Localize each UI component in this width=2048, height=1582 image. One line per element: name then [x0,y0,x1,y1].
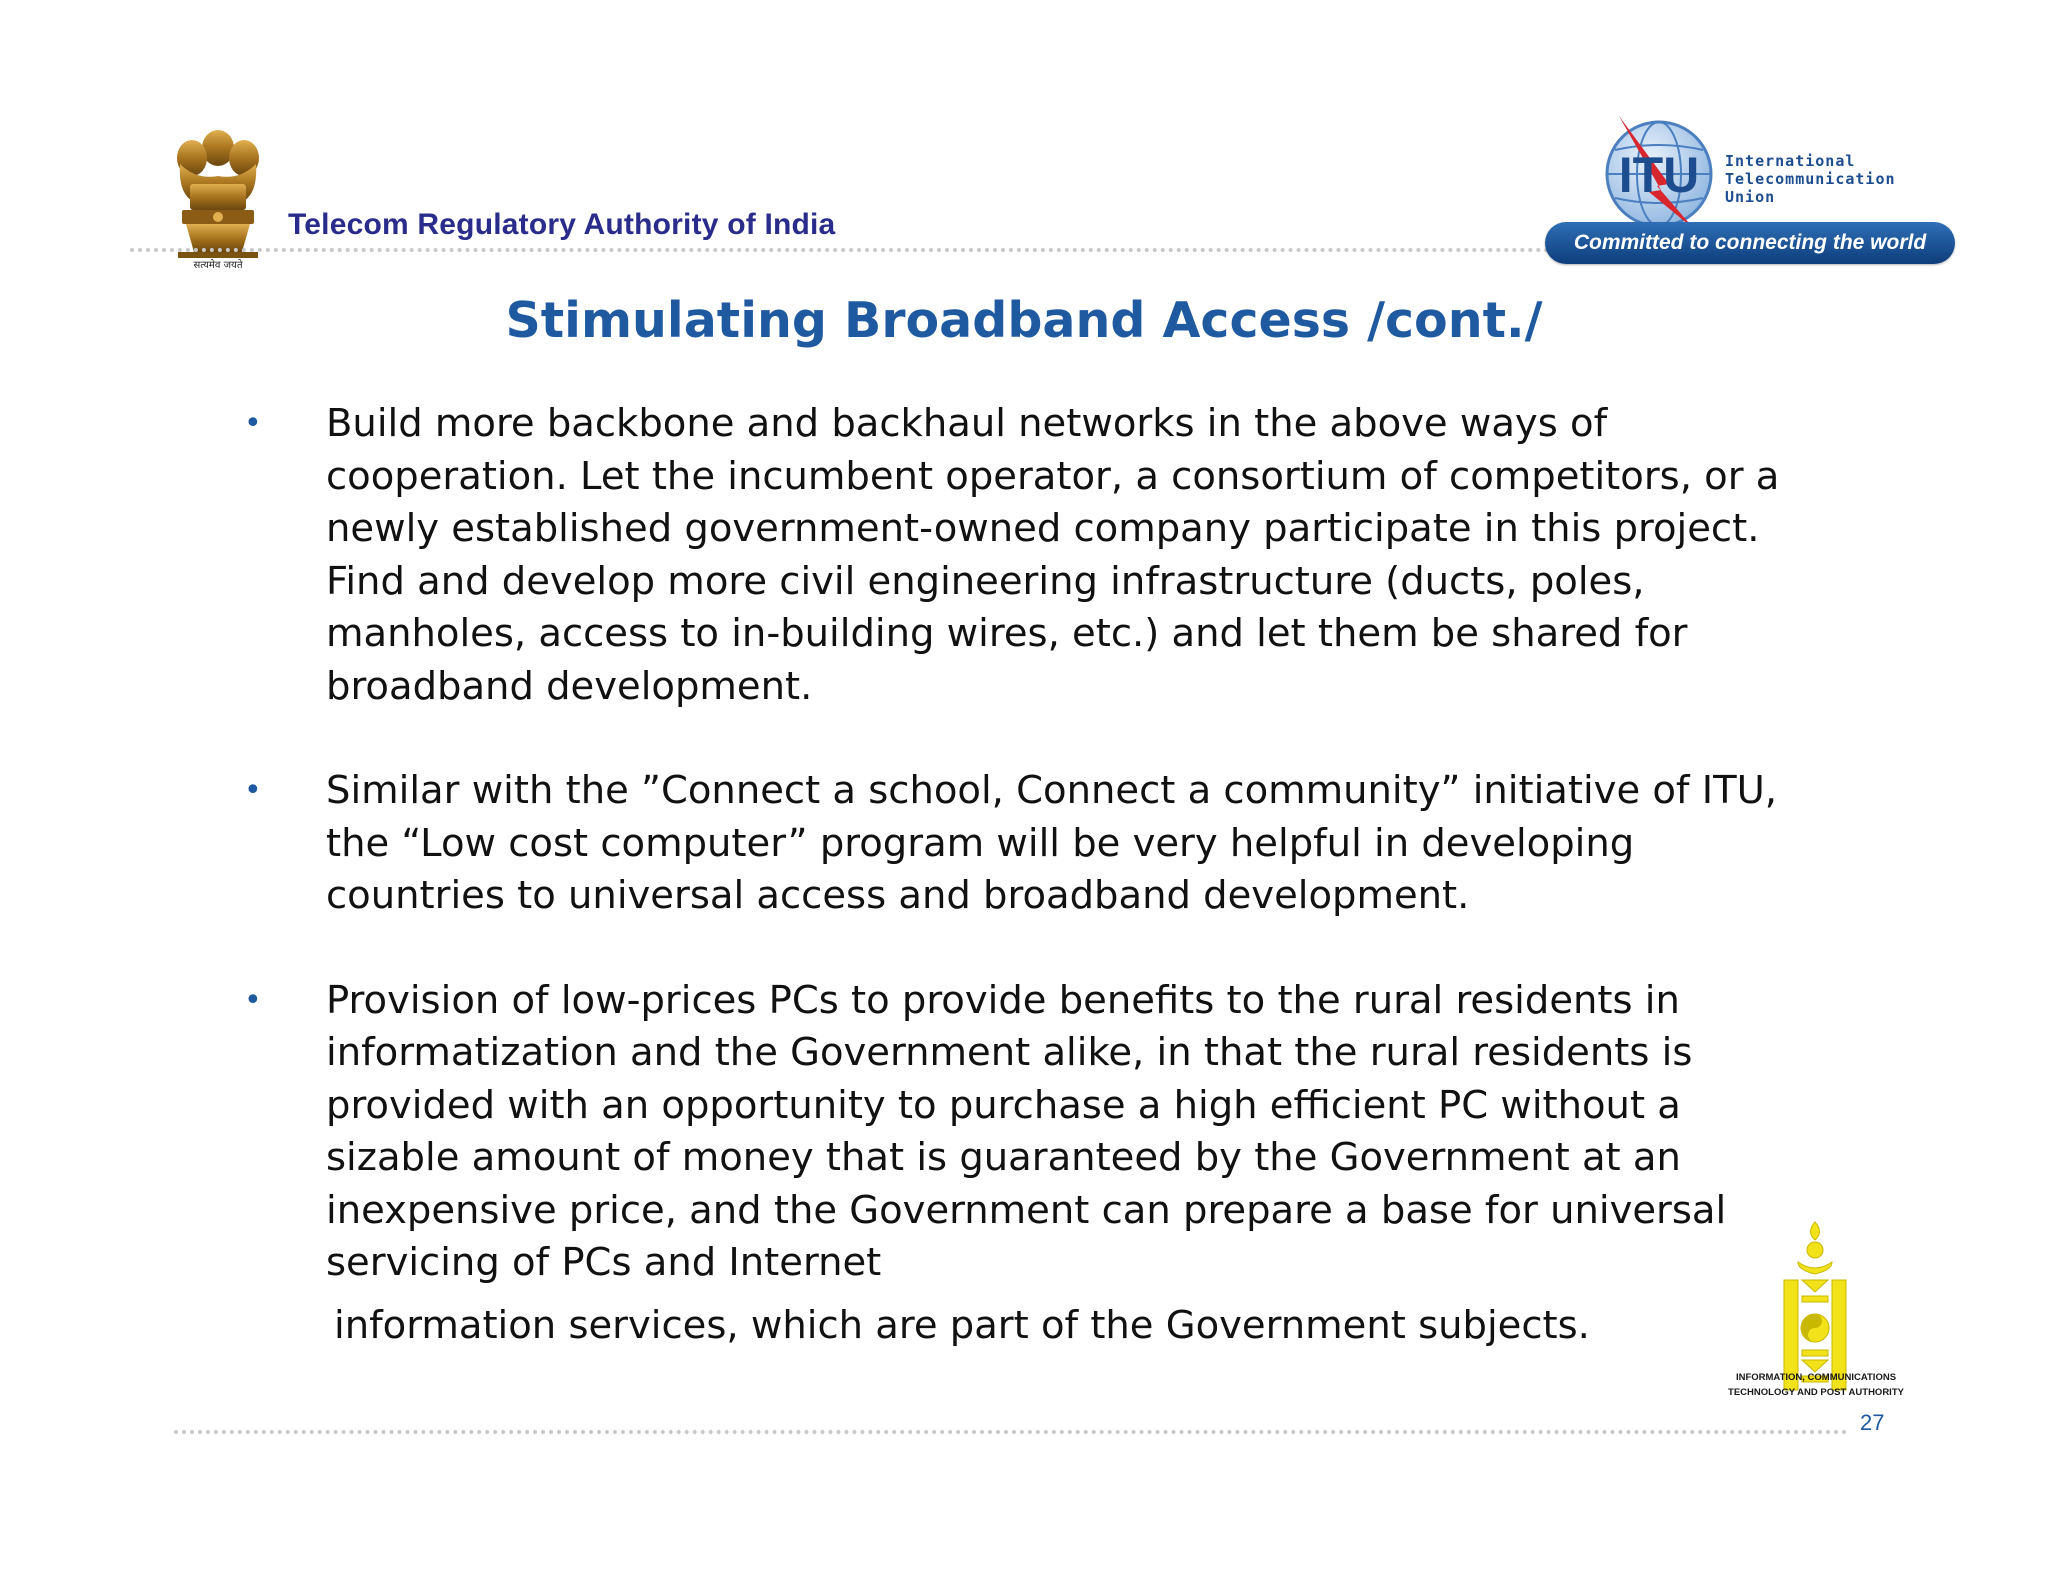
footer-divider [174,1430,1848,1434]
bullet-list [244,398,1804,1404]
bullet-text: Similar with the ”Connect a school, Connect a community” initiative of ITU, the “Low cost computer” program will be very helpful in developing countries to universal access and broadband development. [326,768,1778,918]
bullet-marker: • [244,773,262,808]
header-divider [130,248,1550,252]
itu-name-line: Union [1725,188,1776,206]
authority-name-line: TECHNOLOGY AND POST AUTHORITY [1728,1387,1904,1398]
emblem-caption: सत्यमेव जयते [193,260,243,270]
authority-name-line: INFORMATION, COMMUNICATIONS [1735,1372,1897,1383]
authority-name [1718,1370,1914,1400]
itu-logo [1545,98,1965,270]
organization-name: Telecom Regulatory Authority of India [288,208,836,241]
bullet-text: Build more backbone and backhaul networks in the above ways of cooperation. Let the incumbent operator, a consortium of competitors, or a newly established government-owned company participate in this project. Find and develop more civil engineering infrastructure (ducts, poles, manholes, access to in-building wires, etc.) and let them be shared for broadband development. [326,401,1780,709]
slide-title: Stimulating Broadband Access /cont./ [505,292,1543,349]
bullet-marker: • [244,982,262,1018]
itu-name-line: Telecommunication [1725,170,1896,188]
bullet-item [244,398,1804,713]
itu-abbreviation: ITU [1618,147,1700,203]
bullet-marker: • [244,406,262,441]
globe-icon [1599,112,1719,232]
itu-full-name [1725,152,1896,206]
bullet-item [244,765,1804,923]
itu-name-line: International [1725,152,1856,170]
bullet-text-continuation: information services, which are part of the Government subjects. [334,1302,1590,1348]
bullet-item [244,975,1806,1353]
bullet-text: Provision of low-prices PCs to provide benefits to the rural residents in informatization and the Government alike, in that the rural residents is provided with an opportunity to purchase a high efficient PC without a sizable amount of money that is guaranteed by the Government at an inexpensive price, and the Government can prepare a base for universal servicing of PCs and Internet [326,977,1727,1285]
itu-tagline-banner: Committed to connecting the world [1545,222,1955,264]
page-number: 27 [1860,1410,1885,1435]
